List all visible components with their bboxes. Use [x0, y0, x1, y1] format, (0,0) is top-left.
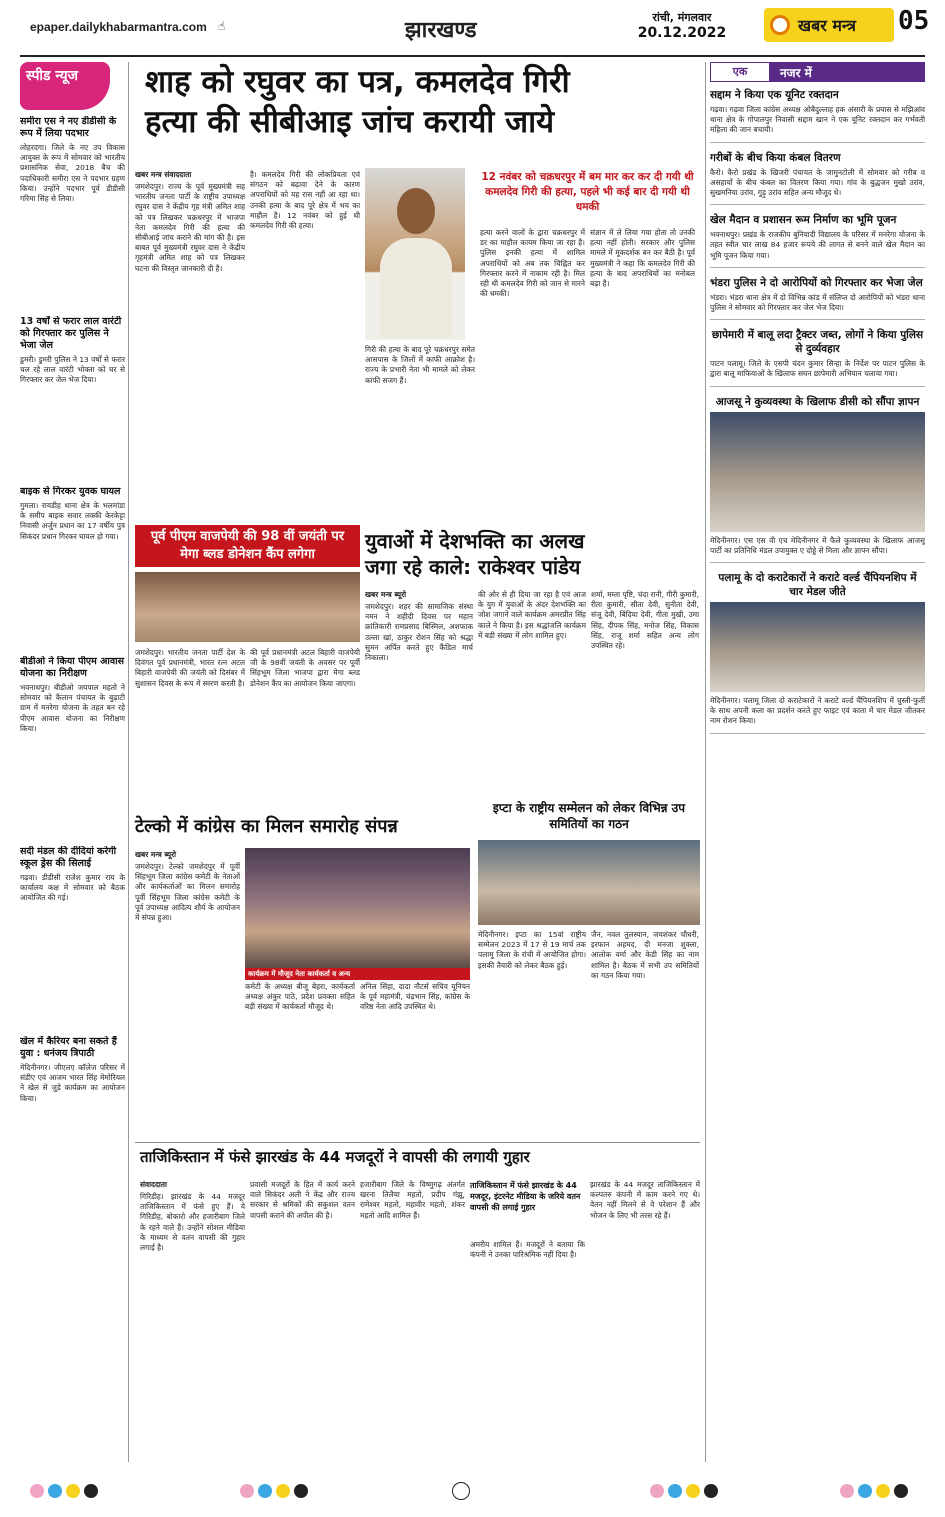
speed-news-item: [20, 486, 125, 656]
lead-col-1: जमशेदपुर। राज्य के पूर्व मुख्यमंत्री सह भारतीय जनता पार्टी के राष्ट्रीय उपाध्यक्ष रघुवर दास ने केंद्रीय गृह मंत्री अमित शाह को पत्र लिखकर चक्रधरपुर में भाजपा नेता कमलदेव गिरी की हत्या की सीबीआई जांच कराने की मांग की है। इस बाबत पूर्व मुख्यमंत्री रघुवर दास ने केंद्रीय गृहमंत्री अमित शाह को पत्र लिखकर घटना की विस्तृत जानकारी दी है।: [135, 182, 245, 273]
telco-headline: टेल्को में कांग्रेस का मिलन समारोह संपन्न: [135, 816, 398, 837]
page-number: 05: [898, 6, 930, 36]
speed-news-badge: [20, 62, 110, 110]
registration-mark: [66, 1484, 80, 1498]
nazar-item-title: खेल मैदान व प्रशासन रूम निर्माण का भूमि पूजन: [710, 214, 897, 227]
lead-col-3: गिरी की हत्या के बाद पूरे चक्रधरपुर समेत आसपास के जिलों में काफी आक्रोश है। राज्य के प्रभारी नेता भी मामले को लेकर काफी सजग हैं।: [365, 345, 475, 385]
speed-news-label: स्पीड न्यूज: [26, 68, 79, 84]
speed-news-item-title: सदी मंडल की दीदियां करेगी स्कूल ड्रेस की सिलाई: [20, 846, 117, 869]
registration-mark: [686, 1484, 700, 1498]
youth-headline-line2: जगा रहे काले: राकेश्वर पांडेय: [365, 555, 581, 579]
nazar-items: [710, 88, 925, 1463]
registration-mark: [704, 1484, 718, 1498]
registration-mark: [840, 1484, 854, 1498]
registration-marks: [0, 1478, 945, 1508]
blood-camp-col-1: जमशेदपुर। भारतीय जनता पार्टी देश के दिवंगत पूर्व प्रधानमंत्री, भारत रत्न अटल बिहारी वाजपेयी की जयंती को दिसंबर में सुशासन दिवस के रूप में स्मरण करती है।: [135, 648, 245, 688]
registration-mark: [668, 1484, 682, 1498]
registration-mark: [84, 1484, 98, 1498]
raghuvar-photo: [365, 168, 465, 340]
nazar-item: [710, 395, 925, 563]
nazar-item-body: गढ़वा। गढ़वा जिला कांग्रेस अध्यक्ष ओबैदुल्लाह हक अंसारी के प्रयास से मझिआंव थाना क्षेत्र के गोपालपुर निवासी सद्दाम खान ने एक यूनिट रक्तदान कर गर्भवती महिला की जान बचायी।: [710, 105, 925, 135]
blood-camp-headline: पूर्व पीएम वाजपेयी की 98 वीं जयंती पर मेगा ब्लड डोनेशन कैंप लगेगा: [135, 525, 360, 567]
brand-logo-icon: [770, 15, 790, 35]
nazar-item-title: गरीबों के बीच किया कंबल वितरण: [710, 151, 841, 164]
lead-byline: खबर मन्त्र संवाददाता: [135, 170, 192, 179]
ipta-col-1: मेदिनीनगर। इप्टा का 15वां राष्ट्रीय सम्मेलन 2023 में 17 से 19 मार्च तक पलामू जिला के रांची में आयोजित होगा। इसकी तैयारी को लेकर बैठक हुई।: [478, 930, 586, 970]
nazar-item-title: सद्दाम ने किया एक यूनिट रक्तदान: [710, 89, 839, 101]
telco-caption: कार्यक्रम में मौजूद नेता कार्यकर्ता व अन्य: [245, 968, 470, 980]
lead-headline: [145, 62, 675, 142]
youth-headline-line1: युवाओं में देशभक्ति का अलख: [365, 529, 585, 553]
tajik-headline: ताजिकिस्तान में फंसे झारखंड के 44 मजदूरों ने वापसी की लगायी गुहार: [140, 1148, 530, 1166]
nazar-item-photo: [710, 412, 925, 532]
nazar-item: [710, 213, 925, 268]
speed-news-item-body: भवनाथपुर। बीडीओ जयपाल महतो ने सोमवार को कैलान पंचायत के बुढ़ाटी ग्राम में मनरेगा योजना के तहत बन रहे पीएम आवास योजना का निरीक्षण किया।: [20, 683, 125, 733]
nazar-item: [710, 571, 925, 734]
date-block: [622, 10, 742, 41]
registration-mark: [294, 1484, 308, 1498]
nazar-item-body: मेदिनीनगर। पलामू जिला दो कराटेकारों ने कराटे वर्ल्ड चैंपियनशिप में चुस्ती-फुर्ती के साथ अपनी कला का प्रदर्शन करते हुए फाइट एवं काता में चार मेडल जीतकर नाम रोशन किया।: [710, 696, 925, 726]
portrait-shirt-icon: [380, 238, 452, 338]
nazar-item-body: भवनाथपुर। प्रखंड के राजकीय बुनियादी विद्यालय के परिसर में मनरेगा योजना के तहत स्वीत चार लाख 84 हजार रूपये की लागत से बनने वाले खेल मैदान का भूमि पूजन किया गया।: [710, 230, 925, 260]
nazar-item: [710, 151, 925, 206]
registration-mark: [48, 1484, 62, 1498]
site-url[interactable]: epaper.dailykhabarmantra.com: [30, 20, 207, 34]
masthead-rule: [20, 55, 925, 57]
youth-col-1: जमशेदपुर। शहर की सामाजिक संस्था नमन ने शहीदी दिवस पर महान क्रांतिकारी रामप्रसाद बिस्मिल, अशफाक उल्ला खां, ठाकुर रोशन सिंह को श्रद्धा सुमन अर्पित करते हुए कैंडिल मार्च निकाला।: [365, 602, 473, 663]
nazar-item-body: कैरो। कैरो प्रखंड के खिजरी पंचायत के जामुनटोली में सोमवार को गरीब व असहायों के बीच कंबल का वितरण किया गया। गांव के बुद्धजन मुखो उरांव, सुखमनिया उरांव, गुड़ु उरांव सहित अन्य मौजूद थे।: [710, 167, 925, 198]
tajik-byline: संवाददाता: [140, 1180, 167, 1189]
nazar-item-title: छापेमारी में बालू लदा ट्रैक्टर जब्त, लोगों ने किया पुलिस से दुर्व्यवहार: [711, 329, 924, 356]
speed-news-item-body: लोहरदगा। जिले के नए उप विकास आयुक्त के रूप में सोमवार को भारतीय प्रशासनिक सेवा, 2018 बैच की पदाधिकारी समीरा एस ने पदभार ग्रहण किया। उन्होंने पदभार पूर्व डीडीसी गरिमा सिंह से लिया।: [20, 143, 125, 204]
nazar-header: [710, 62, 925, 82]
cursor-icon: ☝: [218, 19, 226, 33]
tajik-subhead: ताजिकिस्तान में फंसे झारखंड के 44 मजदूर, इंटरनेट मीडिया के जरिये वतन वापसी की लगाई गुहार: [470, 1181, 581, 1212]
blood-camp-col-2: की पूर्व प्रधानमंत्री अटल बिहारी वाजपेयी जी के 98वीं जयंती के अवसर पर पूर्वी सिंहभूम जिला भाजपा द्वारा मेगा ब्लड डोनेशन कैंप का आयोजन किया जाएगा।: [250, 648, 360, 688]
registration-mark: [30, 1484, 44, 1498]
speed-news-item-title: समीरा एस ने नए डीडीसी के रूप में लिया पदभार: [20, 116, 117, 139]
youth-col-3: शर्मा, मम्ता पृष्टि, चंदा रानी, गीरी कुमारी, रीता कुमारी, सीता देवी, सुनीता देवी, संजू देवी, बिंदिया देवी, गीता मुखी, उमा सिंह, दीपक सिंह, मनोज सिंह, विकास सिंह, राजू शर्मा सहित अन्य लोग उपस्थित रहे।: [591, 590, 699, 651]
speed-news-item-body: मेदिनीनगर। जीएलए कॉलेज परिसर में संडीए एवं आजम भारत सिंह मेमोरियल ने खेल से जुड़े कार्यक्रम का आयोजन किया।: [20, 1063, 125, 1103]
tajik-col-3: हजारीबाग जिले के विष्णुगढ़ अंतर्गत खरना तिलैया महतो, प्रदीप गंझू, रामेश्वर महतो, महावीर महतो, शंकर महतो आदि शामिल हैं।: [360, 1180, 465, 1220]
telco-col-2: कमेटी के अध्यक्ष बीजू बेहरा, कार्यकर्ता अध्यक्ष अंकुर पाठे, प्रदेश प्रवक्ता सहित बड़ी संख्या में कार्यकर्ता मौजूद थे।: [245, 982, 355, 1012]
registration-mark: [858, 1484, 872, 1498]
tajik-col-4: अमरीय शामिल हैं। मजदूरों ने बताया कि कंपनी ने उनका पारिश्रमिक नहीं दिया है।: [470, 1240, 585, 1260]
nazar-item-title: पलामू के दो कराटेकारों ने कराटे वर्ल्ड चैंपियनशिप में चार मेडल जीते: [718, 572, 917, 599]
nazar-item: [710, 88, 925, 143]
speed-news-item: [20, 656, 125, 846]
portrait-head-icon: [397, 188, 435, 234]
lead-headline-line2: हत्या की सीबीआइ जांच करायी जाये: [145, 104, 555, 140]
speed-news-item-body: गढ़वा। डीडीसी राजेश कुमार राय के कार्यालय कक्ष में सोमवार को बैठक आयोजित की गई।: [20, 873, 125, 903]
lead-pull-quote: 12 नवंबर को चक्रधरपुर में बम मार कर कर दी गयी थी कमलदेव गिरी की हत्या, पहले भी कई बार दी गयी थी धमकी: [481, 171, 694, 213]
city-day: रांची, मंगलवार: [652, 11, 712, 24]
nazar-item-body: मेदिनीनगर। एस एस वी एच मेदिनीनगर में फैले कुव्यवस्था के खिलाफ आजसू पार्टी का प्रतिनिधि मंडल उपायुक्त ए दोड्डे से मिला और ज्ञापन सौंपा।: [710, 535, 925, 555]
masthead: [0, 0, 945, 58]
tajik-top-rule: [135, 1142, 700, 1143]
crosshair-icon: [452, 1482, 470, 1500]
ipta-headline: इप्टा के राष्ट्रीय सम्मेलन को लेकर विभिन्न उप समितियों का गठन: [492, 801, 686, 831]
speed-news-item: [20, 846, 125, 1036]
speed-news-item-body: गुमला। रायडीह थाना क्षेत्र के भलमांडा के समीप बाइक सवार लक्की केरकेट्टा निवासी अर्जुन प्रधान का 17 वर्षीय पुत्र सिकंदर प्रधान गिरकर घायल हो गया।: [20, 501, 125, 541]
nazar-item-body: पाटन पलामू। जिले के एसपी चंदन कुमार सिन्हा के निर्देश पर पाटन पुलिस के द्वारा बालू माफियाओं के खिलाफ सघन छापेमारी अभियान चलाया गया।: [710, 359, 925, 379]
brand-box: [764, 8, 894, 42]
tajik-col-1: गिरिडीह। झारखंड के 44 मजदूर ताजिकिस्तान में फंसे हुए हैं। ये गिरिडीह, बोकारो और हजारीबाग जिले के रहने वाले हैं। उन्होंने सोशल मीडिया के माध्यम से वतन वापसी की गुहार लगाई है।: [140, 1192, 245, 1253]
lead-col-4: हत्या करने वालों के द्वारा चक्रधरपुर में डर का माहौल कायम किया जा रहा है। पुलिस इनकी हत्या में शामिल अपराधियों को अब तक चिह्नित कर गिरफ्तार करने में नाकाम रही है। मिल रही थी कमलदेव गिरी को जान से मारने की धमकी।: [480, 228, 585, 299]
section-title: झारखण्ड: [405, 18, 477, 43]
telco-col-3: अनिल सिंहा, दादा नौटर्स सचिव यूनियन के पूर्व महामंत्री, चंद्रभान सिंह, कांग्रेस के वरिष्ठ नेता आदि उपस्थित थे।: [360, 982, 470, 1012]
lead-col-2: है। कमलदेव गिरी की लोकप्रियता एवं संगठन को बढ़ावा देने के कारण अपराधियों को यह रास नहीं आ रहा था। उनकी हत्या के बाद पूरे क्षेत्र में भय का माहौल है। 12 नवंबर को हुई थी कमलदेव गिरी की हत्या।: [250, 170, 360, 231]
brand-name: खबर मन्त्र: [798, 16, 856, 35]
registration-mark: [258, 1484, 272, 1498]
speed-news-item: [20, 116, 125, 316]
registration-mark: [650, 1484, 664, 1498]
nazar-item: [710, 328, 925, 386]
nazar-item-photo: [710, 602, 925, 692]
speed-news-item: [20, 1036, 125, 1366]
speed-news-item-title: बीडीओ ने किया पीएम आवास योजना का निरीक्षण: [20, 656, 125, 679]
registration-mark: [240, 1484, 254, 1498]
speed-news-column: [20, 62, 125, 1462]
nazar-item: [710, 276, 925, 320]
speed-news-item-title: 13 वर्षों से फरार लाल वारंटी को गिरफ्तार कर पुलिस ने भेजा जेल: [20, 316, 122, 351]
left-column-rule: [128, 62, 129, 1462]
nazar-ek: एक: [710, 62, 770, 82]
telco-byline: खबर मन्त्र ब्यूरो: [135, 850, 177, 859]
ipta-col-2: जैन, नवल तुलस्यान, जयशंकर चौधरी, इरफान अहमद, दी मनजा शुक्ला, आलोक वर्मा और केडी सिंह का नाम शामिल है। बैठक में सभी उप समितियों का गठन किया गया।: [591, 930, 699, 980]
ipta-photo: [478, 840, 700, 925]
nazar-title: नजर में: [780, 66, 812, 80]
nazar-item-title: आजसू ने कुव्यवस्था के खिलाफ डीसी को सौंपा ज्ञापन: [715, 395, 920, 408]
youth-col-2: की ओर से ही दिया जा रहा है एवं आज के युग में युवाओं के अंदर देशभक्ति का जोश जगाने वाले कार्यक्रम अमरप्रीत सिंह काले ने किया है। इस श्रद्धांजलि कार्यक्रम में बड़ी संख्या में लोग शामिल हुए।: [478, 590, 586, 640]
speed-news-item-title: बाइक से गिरकर युवक घायल: [20, 486, 121, 497]
tajik-col-5: झारखंड के 44 मजदूर ताजिकिस्तान में कल्पतरु कंपनी में काम करने गए थे। वेतन नहीं मिलने से वे परेशान हैं और भोजन के लिए भी तरस रहे हैं।: [590, 1180, 700, 1220]
speed-news-item: [20, 316, 125, 486]
telco-photo: [245, 848, 470, 968]
youth-byline: खबर मन्त्र ब्यूरो: [365, 590, 407, 599]
lead-col-5: संज्ञान में ले लिया गया होता तो उनकी हत्या नहीं होती। सरकार और पुलिस मामले में मूकदर्शक बन कर बैठी है। पूर्व मुख्यमंत्री ने कहा कि कमलदेव गिरी की हत्या के बाद अपराधियों का मनोबल बढ़ा है।: [590, 228, 695, 289]
speed-news-item-body: डुमरी। डुमरी पुलिस ने 13 वर्षों से फरार चल रहे लाल वारंटी भोक्ता को घर से गिरफ्तार कर जेल भेज दिया।: [20, 355, 125, 385]
nazar-item-title: भंडरा पुलिस ने दो आरोपियों को गिरफ्तार कर भेजा जेल: [710, 276, 923, 289]
issue-date: 20.12.2022: [637, 25, 727, 41]
right-column-rule: [705, 62, 706, 1462]
registration-mark: [276, 1484, 290, 1498]
youth-headline: [365, 528, 705, 580]
registration-mark: [876, 1484, 890, 1498]
nazar-item-body: भंडरा। भंडरा थाना क्षेत्र में दो विभिन्न कांड में संलिप्त दो आरोपियों को भंडरा थाना पुलिस ने सोमवार को गिरफ्तार कर जेल भेज दिया।: [710, 292, 925, 313]
tajik-col-2: प्रवासी मजदूरों के हित में कार्य करने वाले सिकंदर अली ने केंद्र और राज्य सरकार से श्रमिकों की सकुशल वतन वापसी कराने की अपील की है।: [250, 1180, 355, 1220]
registration-mark: [894, 1484, 908, 1498]
speed-news-item-title: खेल में कैरियर बना सकते हैं युवा : धनंजय त्रिपाठी: [20, 1036, 117, 1059]
blood-camp-photo: [135, 572, 360, 642]
telco-col-1: जमशेदपुर। टेल्को जमशेदपुर में पूर्वी सिंहभूम जिला कांग्रेस कमेटी के नेताओं और कार्यकर्ताओं का मिलन समारोह पूर्वी सिंहभूम जिला कांग्रेस कमेटी के पूर्व उपाध्यक्ष आदित्य शौर्य के आयोजन में संपन्न हुआ।: [135, 862, 240, 923]
lead-headline-line1: शाह को रघुवर का पत्र, कमलदेव गिरी: [145, 64, 570, 100]
